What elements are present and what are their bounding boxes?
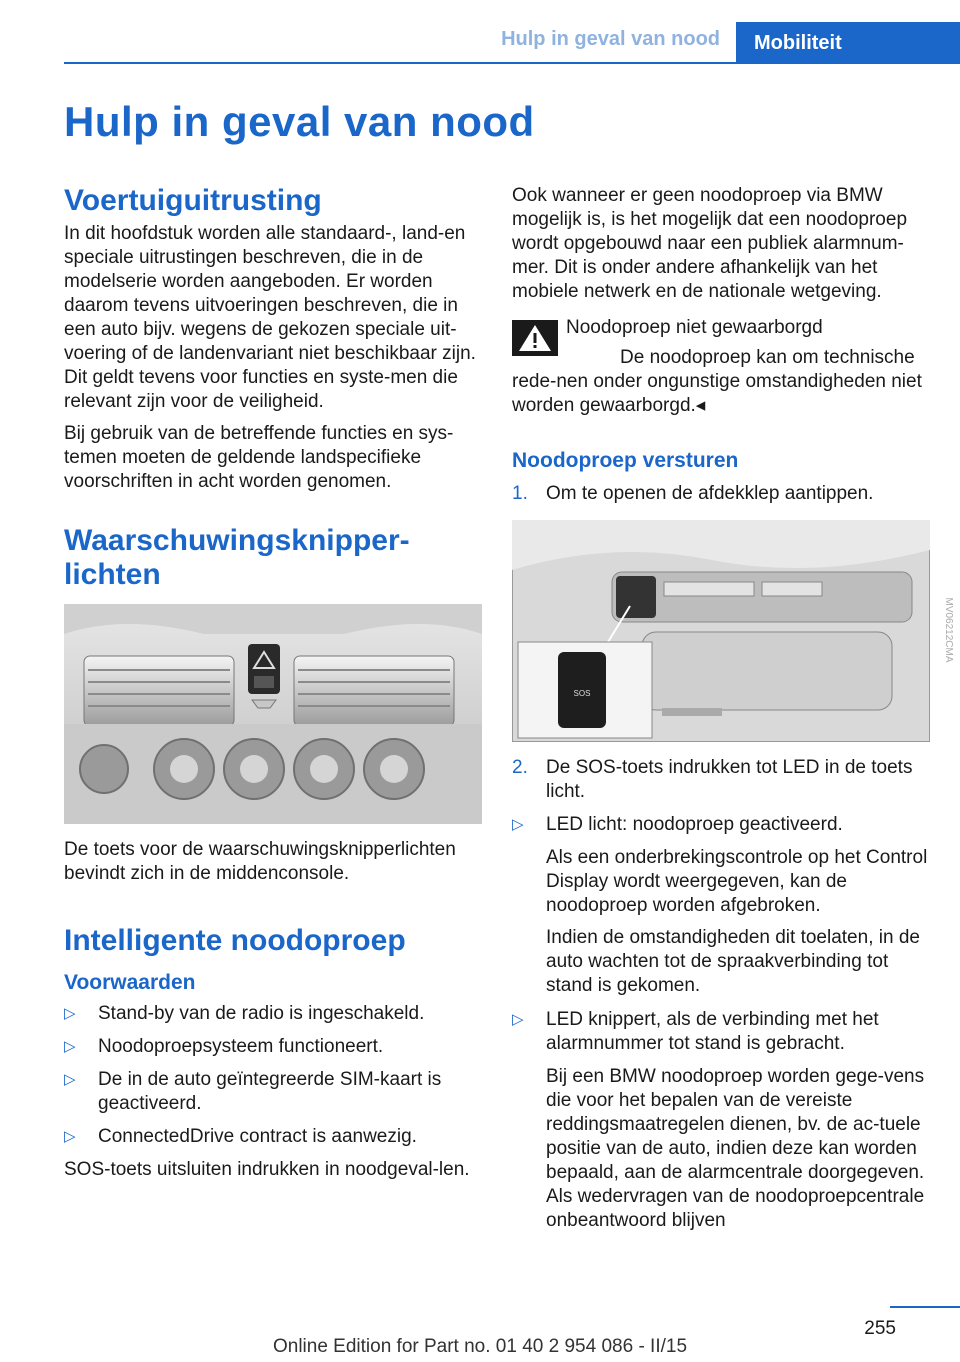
step-number: 1. <box>512 483 528 504</box>
list-item: ▷ De in de auto geïntegreerde SIM-kaart is geactiveerd. <box>64 1069 442 1114</box>
header-rule <box>64 62 960 64</box>
step-item: 2. De SOS-toets indrukken tot LED in de toets licht. <box>512 757 913 802</box>
paragraph: Bij gebruik van de betreffende functies en sys-temen moeten de geldende landspecifieke voorschriften in acht worden genomen. <box>64 423 454 492</box>
heading-hazard-lights: Waarschuwingsknipper-lichten <box>64 524 410 591</box>
warning-triangle-icon <box>512 320 558 356</box>
paragraph: SOS-toets uitsluiten indrukken in noodgeval-len. <box>64 1159 470 1180</box>
paragraph: Ook wanneer er geen noodoproep via BMW mogelijk is, is het mogelijk dat een noodoproep wordt opgebouwd naar een publiek alarmnum-mer. Dit is onder andere afhankelijk van het mobiele netwerk en de nationale wetgeving. <box>512 185 908 302</box>
warning-text: De noodoproep kan om technische rede-nen onder ongunstige omstandigheden niet worden gewaarborgd.◂ <box>512 347 922 416</box>
overhead-console-illustration <box>512 520 960 742</box>
left-column <box>64 184 482 1190</box>
bullet-triangle-icon: ▷ <box>64 1128 76 1145</box>
paragraph: Bij een BMW noodoproep worden gege-vens die voor het bepalen van de vereiste reddingsmaatregelen dienen, bv. de ac-tuele positie van de auto, indien deze kan worden bepaald, aan de alarmcentrale doorgegeven. Als wedervragen van de noodoproepcentrale onbeantwoord blijven <box>546 1066 925 1231</box>
paragraph: Indien de omstandigheden dit toelaten, in de auto wachten tot de spraakverbinding tot stand is gekomen. <box>546 927 920 996</box>
edition-line: Online Edition for Part no. 01 40 2 954 086 - II/15 <box>272 1336 688 1357</box>
running-header-section: Hulp in geval van nood <box>501 28 720 50</box>
photo-caption: De toets voor de waarschuwingsknipperlichten bevindt zich in de middenconsole. <box>64 839 456 884</box>
list-item: ▷ LED knippert, als de verbinding met het alarmnummer tot stand is gebracht. <box>512 1009 879 1054</box>
bullet-triangle-icon: ▷ <box>64 1038 76 1055</box>
paragraph: In dit hoofdstuk worden alle standaard-, land-en speciale uitrustingen beschreven, die in de modelserie worden aangeboden. Er worden daarom tevens uitvoeringen beschreven, die in een auto bijv. wegens de gekozen speciale uit-voering of de landenvariant niet beschikbaar zijn. Dit geldt tevens voor functies en syste-men die relevant zijn voor de veiligheid. <box>64 223 476 412</box>
bullet-triangle-icon: ▷ <box>64 1005 76 1022</box>
heading-conditions: Voorwaarden <box>64 971 196 994</box>
paragraph: Als een onderbrekingscontrole op het Control Display wordt weergegeven, kan de noodoproep worden afgebroken. <box>546 847 928 916</box>
dashboard-illustration <box>64 604 482 824</box>
bullet-triangle-icon: ▷ <box>512 1011 524 1028</box>
page-number: 255 <box>864 1318 896 1339</box>
page-title: Hulp in geval van nood <box>64 98 535 145</box>
heading-send-emergency-call: Noodoproep versturen <box>512 449 739 472</box>
list-item: ▷ ConnectedDrive contract is aanwezig. <box>64 1126 417 1147</box>
sos-key-label: SOS <box>573 689 591 698</box>
footer-rule <box>890 1306 960 1308</box>
bullet-triangle-icon: ▷ <box>512 816 524 833</box>
list-item: ▷ Stand-by van de radio is ingeschakeld. <box>64 1003 425 1024</box>
right-column <box>512 184 954 1241</box>
running-header-tab: Mobiliteit <box>736 22 960 64</box>
list-item: ▷ LED licht: noodoproep geactiveerd. <box>512 814 843 835</box>
warning-notice <box>512 316 930 418</box>
photo-code: MV06212CMA <box>943 597 954 663</box>
step-number: 2. <box>512 757 528 778</box>
bullet-triangle-icon: ▷ <box>64 1071 76 1088</box>
hazard-switch-photo <box>64 604 482 824</box>
heading-equipment: Voertuiguitrusting <box>64 184 322 217</box>
warning-title: Noodoproep niet gewaarborgd <box>566 317 823 338</box>
heading-intelligent-emergency: Intelligente noodoproep <box>64 924 406 957</box>
sos-button-photo <box>512 520 960 742</box>
step-item: 1. Om te openen de afdekklep aantippen. <box>512 483 874 504</box>
list-item: ▷ Noodoproepsysteem functioneert. <box>64 1036 384 1057</box>
